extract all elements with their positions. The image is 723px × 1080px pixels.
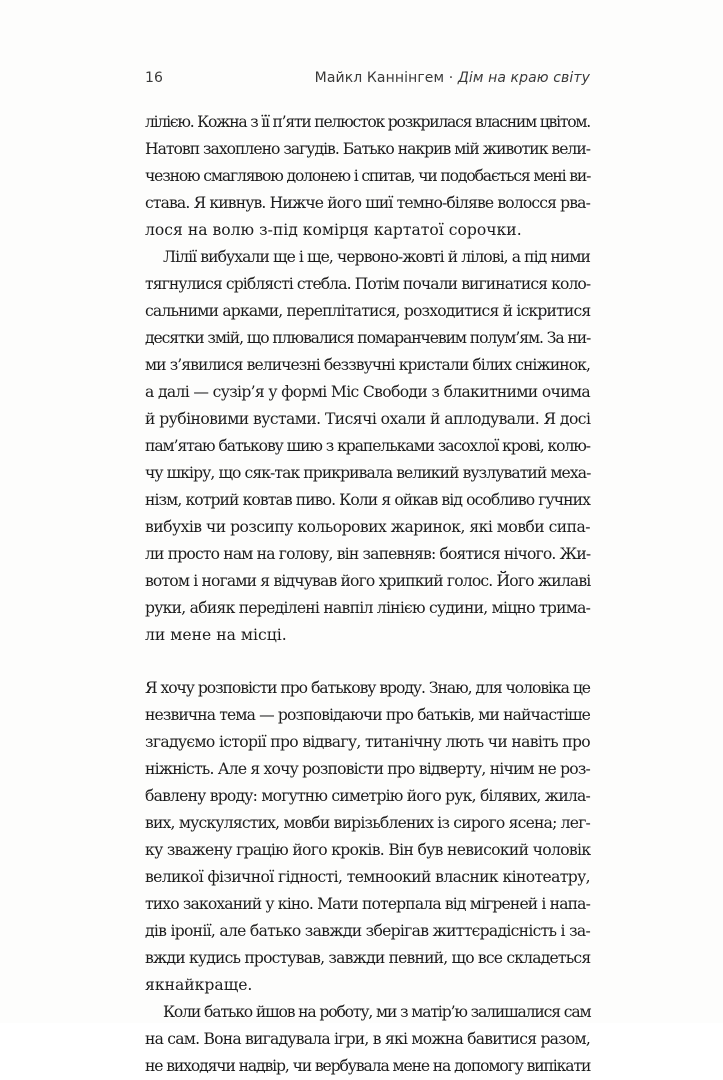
header-title [315, 70, 590, 86]
text-line: вих, мускулястих, мовби вирізьблених із сирого ясена; лег- [145, 814, 591, 832]
text-line: руки, абияк переділені навпіл лінією судини, міцно трима- [145, 599, 591, 617]
text-line: Натовп захоплено загудів. Батько накрив мій животик вели- [145, 140, 590, 158]
text-line: згадуємо історії про відвагу, титанічну лють чи навіть про [145, 733, 590, 751]
text-line: чезною смаглявою долонею і спитав, чи подобається мені ви- [145, 167, 591, 185]
paragraph [145, 999, 590, 1080]
text-line: вжди кудись простував, завжди певний, що все складеться [145, 949, 591, 967]
text-line: ли мене на місці. [145, 626, 287, 644]
author-name: Майкл Каннінгем [314, 70, 445, 86]
paragraph [145, 675, 590, 999]
text-line: става. Я кивнув. Нижче його шиї темно-біляве волосся рва- [145, 194, 590, 212]
text-line: ку зважену грацію його кроків. Він був невисокий чоловік [145, 841, 591, 859]
text-line: вибухів чи розсипу кольорових жаринок, які мовби сипа- [145, 518, 590, 536]
text-line: Лілії вибухали ще і ще, червоно-жовті й лілові, а під ними [163, 248, 590, 266]
text-line: великої фізичної гідності, темноокий власник кінотеатру, [145, 868, 590, 886]
paragraph [145, 109, 590, 244]
paragraph [145, 244, 590, 649]
text-line: бавлену вроду: могутню симетрію його рук, білявих, жила- [145, 787, 590, 805]
text-line: дів іронії, але батько завжди зберігав життєрадісність і за- [145, 922, 590, 940]
page-number: 16 [145, 70, 164, 86]
text-line: тягнулися сріблясті стебла. Потім почали вигинатися коло- [145, 275, 591, 293]
book-title: Дім на краю світу [457, 70, 590, 86]
text-line: пам’ятаю батькову шию з крапельками засохлої крові, колю- [145, 437, 591, 455]
text-line: а далі — сузір’я у формі Міс Свободи з блакитними очима [145, 383, 590, 401]
text-line: ли просто нам на голову, він запевняв: боятися нічого. Жи- [145, 545, 591, 563]
text-line: Я хочу розповісти про батькову вроду. Знаю, для чоловіка це [145, 679, 590, 697]
text-line: десятки змій, що плювалися помаранчевим полум’ям. За ни- [145, 329, 591, 347]
header-separator: · [444, 70, 458, 86]
text-line: Коли батько йшов на роботу, ми з матір’ю залишалися сам [163, 1003, 591, 1021]
text-line: ми з’явилися величезні беззвучні кристали білих сніжинок, [145, 356, 590, 374]
text-line: незвична тема — розповідаючи про батьків, ми найчастіше [145, 706, 590, 724]
text-line: не виходячи надвір, чи вербувала мене на допомогу випікати [145, 1057, 591, 1075]
body-text [145, 109, 590, 1080]
text-line: лося на волю з-під комірця картатої сорочки. [145, 221, 522, 239]
text-line: тихо закоханий у кіно. Мати потерпала від мігреней і напа- [145, 895, 590, 913]
text-line: сальними арками, переплітатися, розходитися й іскритися [145, 302, 591, 320]
text-line: лілією. Кожна з її п’яти пелюсток розкрилася власним цвітом. [145, 113, 590, 131]
text-line: якнайкраще. [145, 976, 253, 994]
text-line: чу шкіру, що сяк-так прикривала великий вузлуватий меха- [145, 464, 591, 482]
text-line: вотом і ногами я відчував його хрипкий голос. Його жилаві [145, 572, 591, 590]
section-break [145, 649, 590, 675]
text-line: на сам. Вона вигадувала ігри, в які можна бавитися разом, [145, 1030, 590, 1048]
running-header [145, 70, 590, 92]
text-line: й рубіновими вустами. Тисячі охали й аплодували. Я досі [145, 410, 591, 428]
text-line: ніжність. Але я хочу розповісти про відверту, нічим не роз- [145, 760, 591, 778]
text-line: нізм, котрий ковтав пиво. Коли я ойкав від особливо гучних [145, 491, 590, 509]
